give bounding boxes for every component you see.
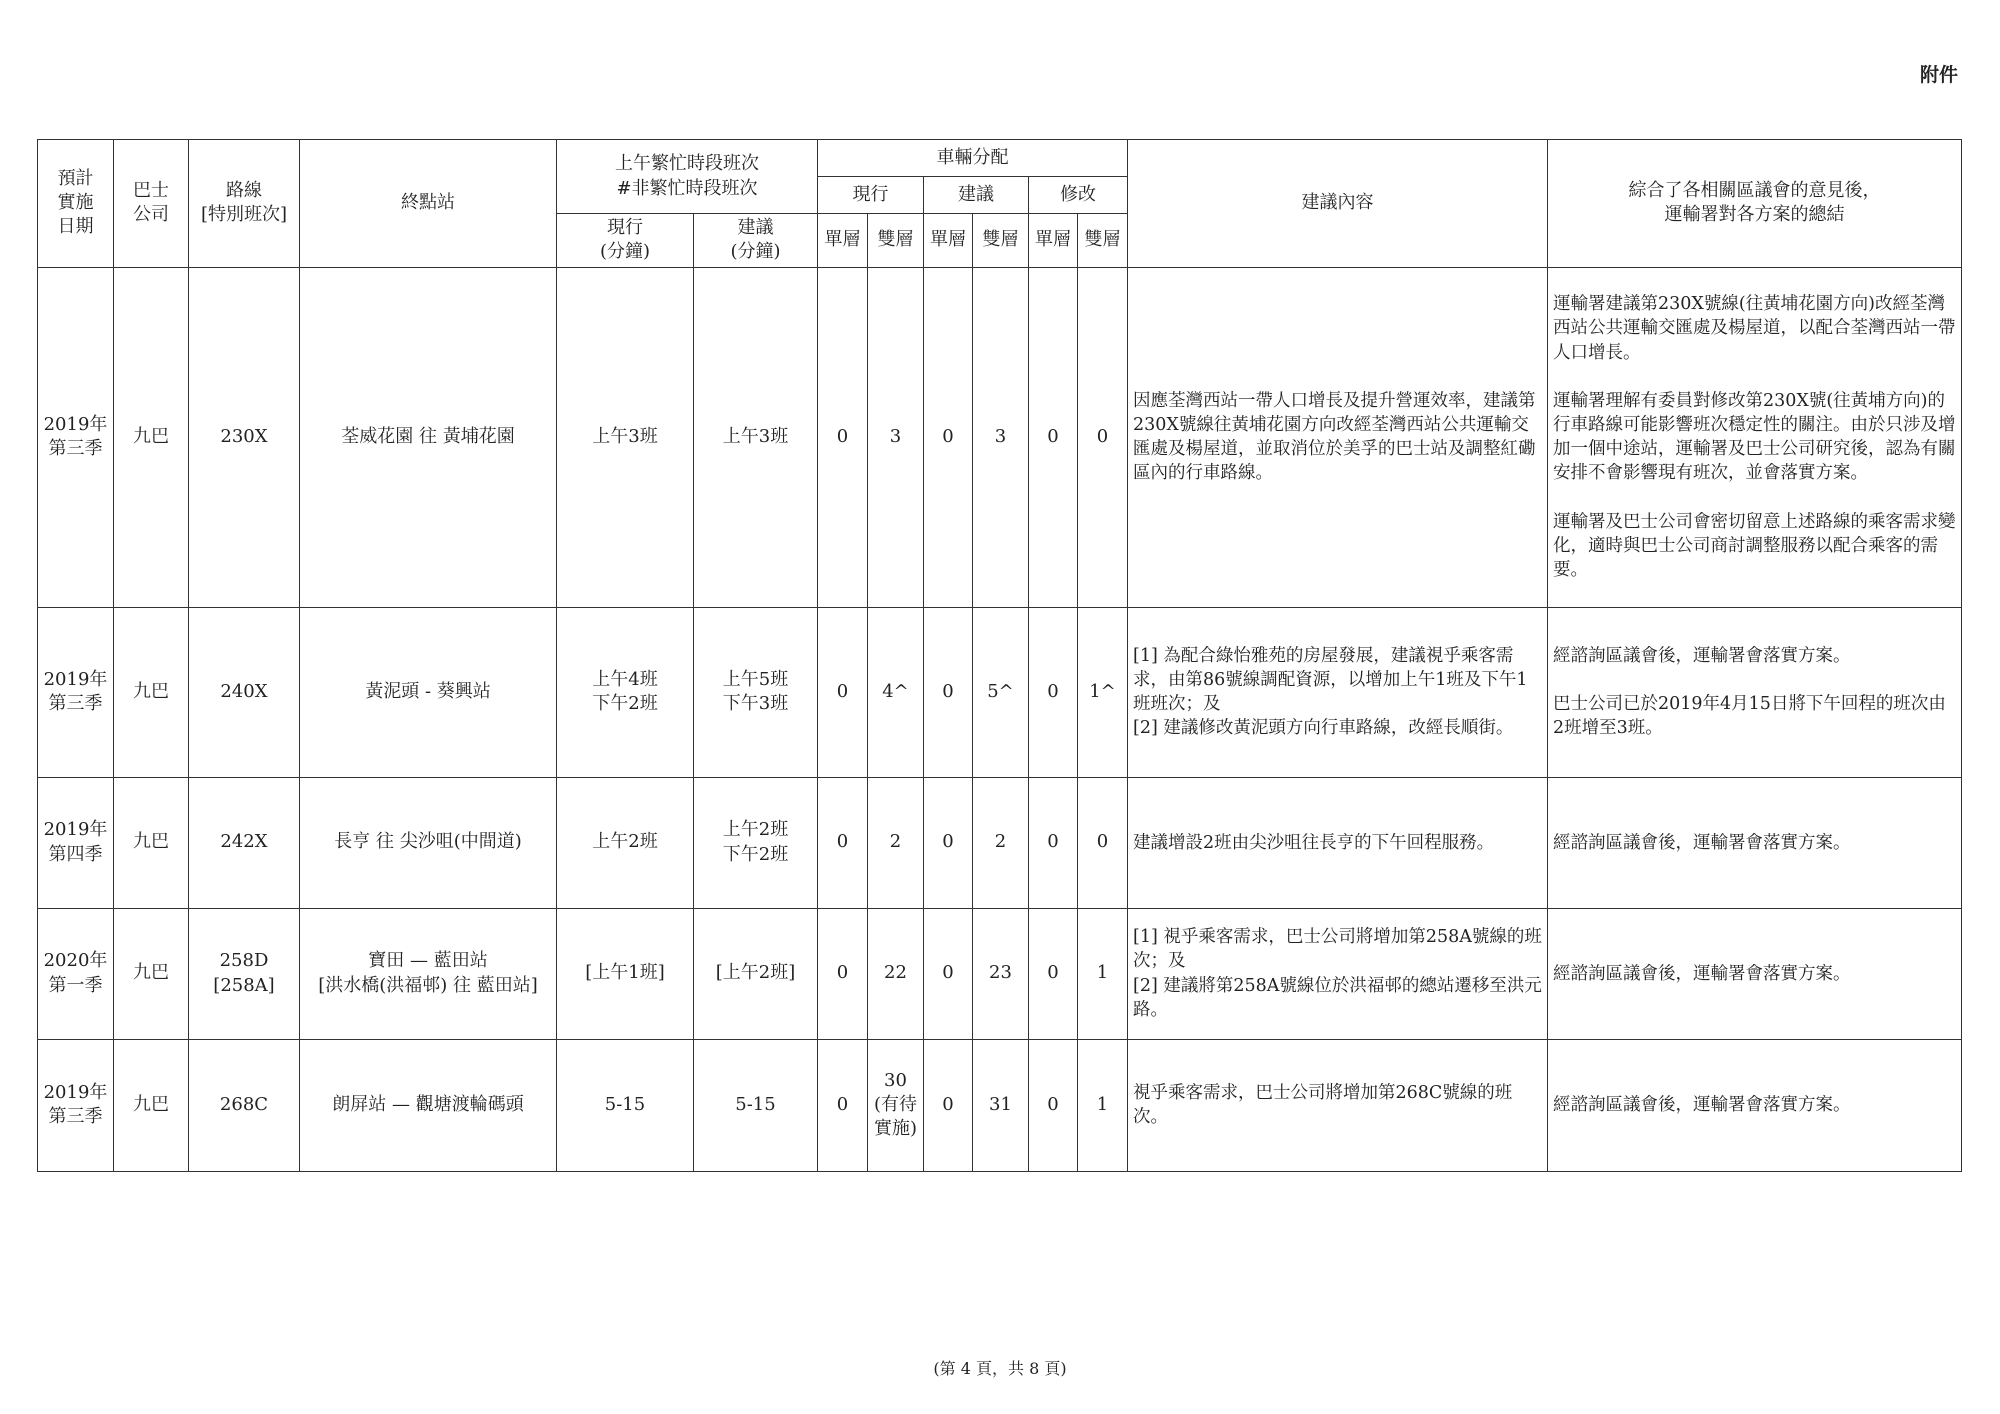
- cell-summary: 經諮詢區議會後，運輸署會落實方案。: [1548, 777, 1962, 908]
- cell-modified-double: 1^: [1078, 607, 1128, 777]
- cell-terminus: 黃泥頭 - 葵興站: [300, 607, 557, 777]
- cell-proposal: [1] 視乎乘客需求，巴士公司將增加第258A號線的班次；及 [2] 建議將第258A號線位於洪福邨的總站遷移至洪元路。: [1128, 908, 1548, 1039]
- table-row: [38, 1039, 1962, 1171]
- cell-proposed-double: 3: [973, 267, 1029, 607]
- header-company: 巴士 公司: [114, 140, 189, 268]
- cell-date: 2019年 第三季: [38, 267, 114, 607]
- cell-freq-current: 上午3班: [557, 267, 694, 607]
- cell-proposal: 視乎乘客需求，巴士公司將增加第268C號線的班次。: [1128, 1039, 1548, 1171]
- header-current-double: 雙層: [868, 214, 924, 268]
- cell-proposed-double: 2: [973, 777, 1029, 908]
- cell-modified-double: 0: [1078, 267, 1128, 607]
- header-route: 路線 [特別班次]: [189, 140, 300, 268]
- header-freq-current: 現行 (分鐘): [557, 214, 694, 268]
- cell-company: 九巴: [114, 1039, 189, 1171]
- page-number: (第 4 頁，共 8 頁): [933, 1359, 1067, 1378]
- cell-terminus: 寶田 — 藍田站 [洪水橋(洪福邨) 往 藍田站]: [300, 908, 557, 1039]
- cell-current-double: 4^: [868, 607, 924, 777]
- cell-proposed-double: 31: [973, 1039, 1029, 1171]
- cell-modified-single: 0: [1029, 267, 1078, 607]
- header-modified-double: 雙層: [1078, 214, 1128, 268]
- header-alloc-proposed: 建議: [924, 177, 1029, 214]
- cell-freq-proposed: 上午3班: [694, 267, 818, 607]
- cell-route: 230X: [189, 267, 300, 607]
- cell-date: 2019年 第三季: [38, 607, 114, 777]
- header-modified-single: 單層: [1029, 214, 1078, 268]
- header-current-single: 單層: [818, 214, 868, 268]
- table-row: [38, 777, 1962, 908]
- cell-modified-single: 0: [1029, 777, 1078, 908]
- cell-route: 242X: [189, 777, 300, 908]
- cell-current-single: 0: [818, 607, 868, 777]
- cell-summary: 經諮詢區議會後，運輸署會落實方案。: [1548, 908, 1962, 1039]
- cell-modified-single: 0: [1029, 607, 1078, 777]
- cell-freq-proposed: 上午5班 下午3班: [694, 607, 818, 777]
- cell-current-single: 0: [818, 777, 868, 908]
- cell-proposal: 因應荃灣西站一帶人口增長及提升營運效率，建議第230X號線往黃埔花園方向改經荃灣西站公共運輸交匯處及楊屋道，並取消位於美孚的巴士站及調整紅磡區內的行車路線。: [1128, 267, 1548, 607]
- cell-terminus: 荃威花園 往 黃埔花園: [300, 267, 557, 607]
- cell-freq-proposed: [上午2班]: [694, 908, 818, 1039]
- cell-company: 九巴: [114, 607, 189, 777]
- header-frequency: 上午繁忙時段班次 #非繁忙時段班次: [557, 140, 818, 214]
- cell-proposed-single: 0: [924, 1039, 973, 1171]
- cell-proposed-single: 0: [924, 267, 973, 607]
- cell-current-double: 3: [868, 267, 924, 607]
- cell-route: 240X: [189, 607, 300, 777]
- header-terminus: 終點站: [300, 140, 557, 268]
- cell-freq-proposed: 上午2班 下午2班: [694, 777, 818, 908]
- cell-current-double: 2: [868, 777, 924, 908]
- cell-date: 2019年 第四季: [38, 777, 114, 908]
- cell-terminus: 朗屏站 — 觀塘渡輪碼頭: [300, 1039, 557, 1171]
- cell-freq-current: 5-15: [557, 1039, 694, 1171]
- header-proposed-double: 雙層: [973, 214, 1029, 268]
- route-proposal-table: [37, 139, 1962, 1172]
- cell-proposed-double: 5^: [973, 607, 1029, 777]
- header-alloc-modified: 修改: [1029, 177, 1128, 214]
- cell-summary: 運輸署建議第230X號線(往黃埔花園方向)改經荃灣西站公共運輸交匯處及楊屋道，以配合荃灣西站一帶人口增長。 運輸署理解有委員對修改第230X號(往黃埔方向)的行車路線可能影響班次穩定性的關注。由於只涉及增加一個中途站，運輸署及巴士公司研究後，認為有關安排不會影響現有班次，並會落實方案。 運輸署及巴士公司會密切留意上述路線的乘客需求變化，適時與巴士公司商討調整服務以配合乘客的需要。: [1548, 267, 1962, 607]
- cell-freq-proposed: 5-15: [694, 1039, 818, 1171]
- annex-label: 附件: [1920, 64, 1959, 86]
- header-alloc-current: 現行: [818, 177, 924, 214]
- cell-current-double: 30 (有待 實施): [868, 1039, 924, 1171]
- cell-company: 九巴: [114, 267, 189, 607]
- cell-company: 九巴: [114, 777, 189, 908]
- table-row: [38, 607, 1962, 777]
- cell-route: 268C: [189, 1039, 300, 1171]
- cell-proposal: [1] 為配合綠怡雅苑的房屋發展，建議視乎乘客需求，由第86號線調配資源，以增加上午1班及下午1班班次；及 [2] 建議修改黃泥頭方向行車路線，改經長順街。: [1128, 607, 1548, 777]
- header-allocation: 車輛分配: [818, 140, 1128, 177]
- cell-terminus: 長亨 往 尖沙咀(中間道): [300, 777, 557, 908]
- cell-freq-current: 上午4班 下午2班: [557, 607, 694, 777]
- cell-company: 九巴: [114, 908, 189, 1039]
- header-proposal: 建議內容: [1128, 140, 1548, 268]
- header-date: 預計 實施 日期: [38, 140, 114, 268]
- cell-summary: 經諮詢區議會後，運輸署會落實方案。 巴士公司已於2019年4月15日將下午回程的班次由2班增至3班。: [1548, 607, 1962, 777]
- cell-proposed-single: 0: [924, 908, 973, 1039]
- header-summary: 綜合了各相關區議會的意見後， 運輸署對各方案的總結: [1548, 140, 1962, 268]
- cell-modified-double: 1: [1078, 1039, 1128, 1171]
- table-row: [38, 267, 1962, 607]
- cell-modified-single: 0: [1029, 1039, 1078, 1171]
- cell-freq-current: 上午2班: [557, 777, 694, 908]
- header-freq-proposed: 建議 (分鐘): [694, 214, 818, 268]
- cell-current-single: 0: [818, 908, 868, 1039]
- cell-proposed-double: 23: [973, 908, 1029, 1039]
- cell-modified-double: 1: [1078, 908, 1128, 1039]
- cell-modified-double: 0: [1078, 777, 1128, 908]
- cell-current-single: 0: [818, 267, 868, 607]
- cell-route: 258D [258A]: [189, 908, 300, 1039]
- cell-proposed-single: 0: [924, 777, 973, 908]
- cell-proposed-single: 0: [924, 607, 973, 777]
- cell-date: 2019年 第三季: [38, 1039, 114, 1171]
- cell-summary: 經諮詢區議會後，運輸署會落實方案。: [1548, 1039, 1962, 1171]
- header-proposed-single: 單層: [924, 214, 973, 268]
- cell-date: 2020年 第一季: [38, 908, 114, 1039]
- cell-current-single: 0: [818, 1039, 868, 1171]
- cell-current-double: 22: [868, 908, 924, 1039]
- cell-proposal: 建議增設2班由尖沙咀往長亨的下午回程服務。: [1128, 777, 1548, 908]
- cell-freq-current: [上午1班]: [557, 908, 694, 1039]
- table-row: [38, 908, 1962, 1039]
- cell-modified-single: 0: [1029, 908, 1078, 1039]
